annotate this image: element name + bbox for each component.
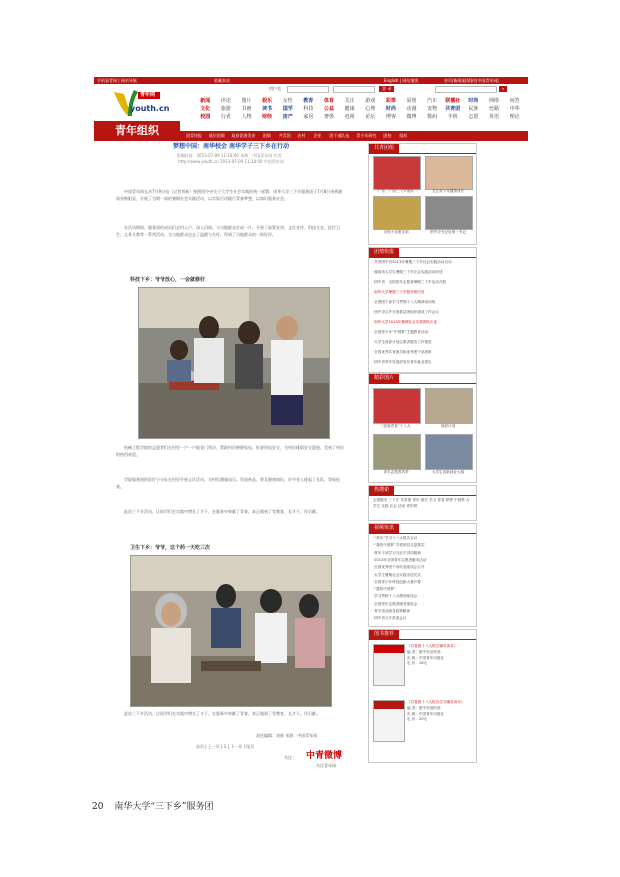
- sidebar-list-item[interactable]: ·全国优秀共青团员和优秀团干部表彰: [373, 350, 432, 354]
- thumbnail-caption[interactable]: 团中央书记处第一书记: [430, 230, 466, 234]
- divider: [369, 533, 476, 534]
- nav-link[interactable]: 博客: [385, 114, 396, 120]
- book-cover[interactable]: [373, 644, 405, 686]
- nav-link[interactable]: 电视: [344, 114, 355, 120]
- footer-text: 南华大学“三下乡”服务团: [114, 802, 214, 812]
- nav-link[interactable]: 时尚: [385, 106, 396, 112]
- sidebar-list-item[interactable]: ·全国青少年“中国梦”主题教育活动: [373, 330, 429, 334]
- sidebar-list-item[interactable]: ·全国团干部学习贯彻十八大精神培训班: [373, 300, 436, 304]
- sub-nav: [180, 131, 528, 141]
- section-brand: 青年组织: [94, 121, 180, 141]
- thumbnail-caption[interactable]: 青年志愿者风采: [383, 470, 409, 474]
- article-photo-medical: [130, 555, 332, 707]
- nav-link[interactable]: 国学: [282, 106, 293, 112]
- book-line: 定 价：18元: [407, 661, 428, 666]
- password-input[interactable]: [333, 86, 375, 93]
- sidebar-list-item[interactable]: ·全国青少年科技创新大赛开幕: [373, 579, 421, 584]
- nav-link[interactable]: 动漫: [406, 106, 417, 112]
- sidebar-list-item[interactable]: ·“青年”学习十八大报告会议: [373, 536, 418, 540]
- subnav-link[interactable]: 团校: [383, 133, 392, 138]
- article-closing: 此次三下乡活动，让同学们在实践中增长了才干，在服务中奉献了青春，真正做到了受教育、长才干、作贡献。: [124, 711, 320, 716]
- thumbnail[interactable]: [425, 156, 473, 190]
- nav-link[interactable]: 女性: [282, 98, 293, 104]
- nav-link[interactable]: 人物: [241, 114, 252, 120]
- sidebar-box-title: 精彩图片: [369, 374, 399, 383]
- nav-link[interactable]: 手机: [447, 114, 458, 120]
- thumbnail[interactable]: [425, 434, 473, 470]
- sidebar-list-item[interactable]: ·2013年全国青年志愿者服务活动: [373, 557, 427, 562]
- nav-link[interactable]: 志愿: [468, 114, 479, 120]
- divider: [369, 257, 476, 258]
- nav-link[interactable]: 彩票: [385, 98, 396, 104]
- article-photo-repair: [138, 287, 330, 439]
- page-footer: [92, 801, 214, 813]
- book-line: 编 者：团中央组织部: [407, 705, 441, 710]
- sidebar-list-item[interactable]: ·团中央召开常委会议: [373, 616, 407, 621]
- divider: [369, 153, 476, 154]
- sidebar-list-item[interactable]: ·全国青年志愿者服务推进会: [373, 601, 418, 606]
- nav-link[interactable]: 家居: [303, 114, 314, 120]
- photo-subtitle: 卫生下乡：爷爷，这个药一天吃三次: [130, 545, 211, 551]
- nav-link[interactable]: 原创: [406, 98, 417, 104]
- weibo-logo[interactable]: 中青微博: [306, 751, 343, 761]
- site-logo[interactable]: [108, 88, 170, 120]
- subnav-link[interactable]: 团干部队伍: [329, 133, 350, 138]
- sidebar-box-title: 共青团组: [369, 144, 399, 153]
- weibo-sub[interactable]: 关注青年网: [316, 763, 336, 768]
- book-line: 编 者：团中央宣传部: [407, 649, 441, 654]
- subnav-link[interactable]: 团青快报: [186, 133, 202, 138]
- sidebar-box-title: 热搜索: [369, 486, 394, 495]
- thumbnail-caption[interactable]: 大学生创新创业大赛: [431, 470, 465, 474]
- book-info: [407, 644, 507, 667]
- top-bar-left-links[interactable]: 手机看青网 | 网站导航: [97, 78, 137, 83]
- thumbnail-caption[interactable]: 关注青少年健康成长: [431, 189, 465, 193]
- thumbnail[interactable]: [373, 434, 421, 470]
- nav-link[interactable]: 微博: [406, 114, 417, 120]
- divider: [369, 639, 476, 640]
- subnav-link[interactable]: 团情: [262, 133, 271, 138]
- sidebar-list-item[interactable]: ·青年创业就业政策解读: [373, 609, 411, 613]
- sidebar-box-video: [368, 523, 477, 627]
- nav-link[interactable]: 行者: [220, 114, 231, 120]
- nav-link[interactable]: 游戏: [365, 98, 376, 104]
- article-title: 梦想中国：南华校会 南华学子三下乡在行动: [172, 143, 290, 150]
- top-bar-right-links[interactable]: 首页|新闻|政情|你|中国青年网|: [444, 78, 499, 83]
- sidebar-box-news: [368, 247, 477, 373]
- nav-row: [195, 105, 525, 113]
- nav-link[interactable]: 健康: [344, 106, 355, 112]
- nav-link[interactable]: 娱乐: [262, 98, 273, 104]
- sidebar-list-item[interactable]: ·全国优秀团干部代表座谈会召开: [373, 565, 425, 570]
- username-input[interactable]: [287, 86, 329, 93]
- nav-row: [195, 113, 525, 121]
- book-title[interactable]: 《共青团十八大报告辅导读本》: [407, 644, 458, 648]
- subnav-link[interactable]: 基层团情: [208, 133, 225, 138]
- logo-text: 青年网: [140, 92, 156, 98]
- login-bar: [235, 85, 525, 93]
- editor-line: 责任编辑：刘新 来源：中国青年网: [256, 733, 318, 738]
- subnav-link[interactable]: 青少年研究: [356, 133, 377, 138]
- sidebar-list-item[interactable]: ·“我的中国梦”共青团员走进基层: [373, 543, 425, 548]
- weibo-prefix: 关注 :: [284, 755, 295, 760]
- sidebar-list-item[interactable]: ·团中央召开全国基层团组织建设工作会议: [373, 310, 439, 314]
- sidebar-box-title: 团情快报: [369, 248, 399, 257]
- article-paragraph: 机械工程学院的志愿者们在村里一户一户地登门拜访，帮助村民修理家电，检查用电安全，为村民排除安全隐患，受到了村民的热烈欢迎。: [116, 445, 344, 457]
- thumbnail-caption[interactable]: “创客青春”十八大: [381, 424, 411, 428]
- subnav-link[interactable]: 企业: [313, 133, 322, 138]
- nav-link[interactable]: 文化: [200, 106, 211, 112]
- thumbnail-caption[interactable]: 全国十佳团支部: [383, 230, 409, 234]
- logo-domain: youth.cn: [130, 104, 170, 113]
- nav-link[interactable]: 联播社: [445, 98, 461, 104]
- nav-link[interactable]: 评论: [220, 98, 231, 104]
- book-title[interactable]: 《共青团十八大报告学习辅导读本》: [407, 700, 465, 704]
- article-paragraph: 在活动期间，服务团的成员们走村入户、深入田间，与当地群众打成一片，开展了政策宣讲、文化宣传、科技支农、医疗卫生、义务支教等一系列活动，为当地群众送去了温暖与关怀，得到了当地群众的一致好评。: [116, 225, 340, 237]
- thumbnail[interactable]: [425, 196, 473, 230]
- nav-link[interactable]: 问答: [509, 98, 520, 104]
- article-url-date: http://www.youth.cn 2013-07-09 11:18:00 中国青年网: [178, 159, 284, 164]
- nav-link[interactable]: 房产: [282, 114, 293, 120]
- nav-link[interactable]: 英语: [489, 114, 500, 120]
- thumbnail[interactable]: [373, 196, 421, 230]
- nav-link[interactable]: 校园: [200, 114, 211, 120]
- thumbnail[interactable]: [373, 156, 421, 190]
- nav-link[interactable]: 理论: [509, 114, 520, 120]
- sidebar-list-item[interactable]: ·大学生西部计划志愿者服务工作推进: [373, 340, 432, 344]
- sidebar-box-title: 视频快讯: [369, 524, 399, 533]
- nav-link[interactable]: 宠物: [427, 106, 438, 112]
- divider: [369, 383, 476, 384]
- nav-link[interactable]: 书画: [241, 106, 252, 112]
- nav-link[interactable]: 旅游: [220, 106, 231, 112]
- thumbnail-caption[interactable]: 西部计划: [440, 424, 456, 428]
- sidebar-list-item[interactable]: ·青年干部学习习近平讲话精神: [373, 550, 421, 555]
- article-paragraph: 此次三下乡活动，让同学们在实践中增长了才干，在服务中奉献了青春，真正做到了受教育、长才干、作贡献。: [124, 509, 320, 514]
- subnav-link[interactable]: 农村: [297, 133, 306, 138]
- nav-link[interactable]: 公益: [324, 106, 335, 112]
- nav-link[interactable]: 共青团: [445, 106, 461, 112]
- nav-link[interactable]: 论坛: [365, 114, 376, 120]
- divider: [369, 495, 476, 496]
- nav-link[interactable]: 心理: [365, 106, 376, 112]
- nav-link[interactable]: 网络: [489, 98, 500, 104]
- article-paragraph: 学院服务团的医疗小分队在村里开展义诊活动，为村民测量血压、发放药品、普及健康知识，许多老人排起了长队，等候检查。: [116, 477, 340, 489]
- hot-search-terms[interactable]: 志愿服务 三下乡 共青团 青年 团员 学习 青春 梦想 中国梦 大学生 实践 社会 活动 青年网: [373, 498, 470, 508]
- nav-link[interactable]: 科技: [303, 106, 314, 112]
- sidebar-box-pictures: [368, 373, 477, 483]
- sidebar-list-item[interactable]: ·“我的中国梦”: [373, 587, 396, 592]
- article-source: 发稿时间：2013-07-09 11:18:00 来源：中国青年网 作者：: [176, 153, 286, 158]
- nav-link[interactable]: 数码: [427, 114, 438, 120]
- photo-subtitle: 科技下乡：爷爷放心，一会就修好: [130, 277, 206, 283]
- search-icon[interactable]: ⌕: [499, 86, 507, 92]
- thumbnail-caption[interactable]: 广东、广西三下乡团队: [378, 189, 414, 193]
- sidebar-list-item[interactable]: ·共青团中央2013年暑期三下乡社会实践活动启动: [373, 260, 452, 264]
- subnav-link[interactable]: 组织: [399, 133, 408, 138]
- nav-link[interactable]: 财经: [262, 114, 273, 120]
- top-bar: [94, 77, 528, 84]
- thumbnail[interactable]: [425, 388, 473, 424]
- main-nav: [195, 97, 525, 121]
- subnav-link[interactable]: 政府团务发布: [231, 133, 256, 138]
- nav-link[interactable]: 奢侈: [324, 114, 335, 120]
- nav-link[interactable]: 汽车: [427, 98, 438, 104]
- english-link[interactable]: English | 网站地图: [384, 78, 419, 83]
- book-line: 出 版：中国青年出版社: [407, 711, 445, 716]
- nav-link[interactable]: 教育: [303, 98, 314, 104]
- sidebar-list-item[interactable]: ·大学生暑期社会实践出征仪式: [373, 572, 421, 577]
- article-paragraph: 中国青年网长沙7月9日电（记者刘新）按照团中央关于大学生社会实践的统一部署，南华大学三下乡服务团于7月8日来到湖南省衡阳县，开展了为期一周的暑期社会实践活动，以实际行动践行青春梦想，以知识服务社会。: [116, 189, 343, 201]
- search-input[interactable]: [435, 86, 497, 93]
- sidebar-box-books: [368, 629, 477, 763]
- book-line: 出 版：中国青年出版社: [407, 655, 445, 660]
- login-button[interactable]: 登 录: [379, 86, 394, 92]
- sidebar-list-item[interactable]: ·团中央：全国青年志愿者暑期三下乡活动开展: [373, 280, 447, 284]
- page-number: 20: [92, 802, 104, 812]
- sidebar-list-item[interactable]: ·团中央青年发展部发布青年就业报告: [373, 360, 432, 364]
- sidebar-list-item[interactable]: ·湖南省大学生暑期三下乡社会实践活动综述: [373, 270, 443, 274]
- article-meta: [96, 153, 366, 165]
- nav-link[interactable]: 读书: [262, 106, 273, 112]
- subnav-link[interactable]: 共青团: [278, 133, 291, 138]
- sidebar-list-item[interactable]: ·南华大学暑期三下乡服务团出发: [373, 290, 425, 294]
- nav-link[interactable]: 新闻: [200, 98, 211, 104]
- sidebar-list-item[interactable]: ·南华大学2013年暑期社会实践团队出征: [373, 320, 438, 324]
- nav-link[interactable]: 关注: [344, 98, 355, 104]
- sidebar-box-organization: [368, 143, 477, 245]
- photo-medical-icon: [131, 556, 331, 706]
- bookmark-link[interactable]: 收藏本站: [214, 78, 230, 83]
- username-label: 用户名: [269, 86, 281, 91]
- nav-link[interactable]: 中华: [509, 106, 520, 112]
- nav-link[interactable]: 时尚: [468, 98, 479, 104]
- nav-link[interactable]: 体育: [324, 98, 335, 104]
- nav-link[interactable]: 民族: [468, 106, 479, 112]
- sidebar-box-title: 图书推荐: [369, 630, 399, 639]
- book-line: 定 价：20元: [407, 717, 428, 722]
- nav-link[interactable]: 图片: [241, 98, 252, 104]
- nav-link[interactable]: 丝路: [489, 106, 500, 112]
- article: [96, 141, 366, 781]
- book-info: [407, 700, 507, 723]
- sidebar-list-item[interactable]: ·学习贯彻十八大精神座谈会: [373, 594, 418, 599]
- photo-repair-icon: [139, 288, 329, 438]
- pagination[interactable]: 首页 | 上一页 | 1 | 下一页 | 尾页: [196, 744, 255, 749]
- nav-row: [195, 97, 525, 105]
- book-cover[interactable]: [373, 700, 405, 742]
- thumbnail[interactable]: [373, 388, 421, 424]
- sidebar-box-hot-search: [368, 485, 477, 521]
